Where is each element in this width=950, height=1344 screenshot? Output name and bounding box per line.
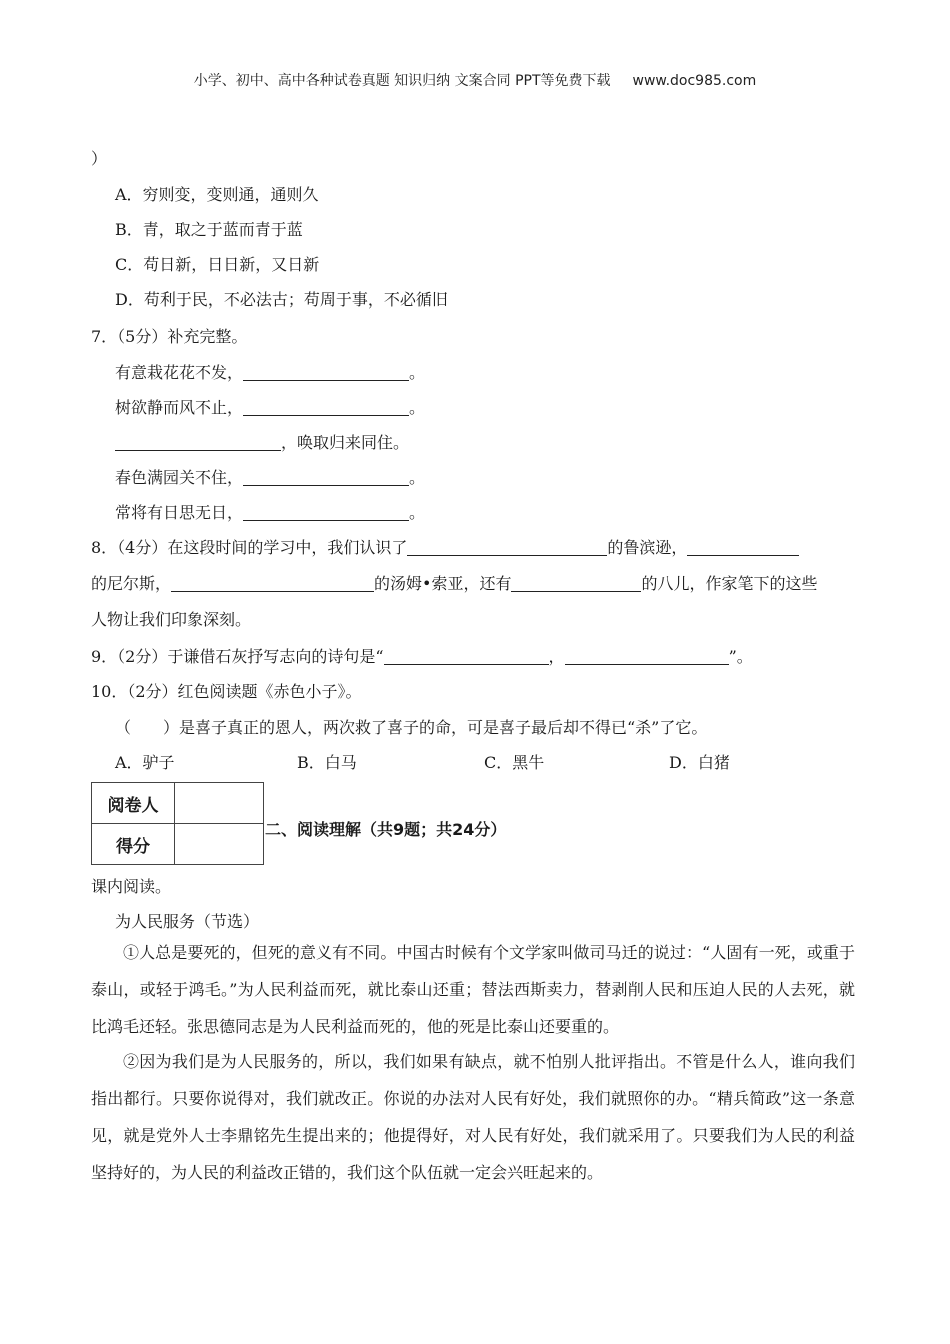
q7-line-4-before: 春色满园关不住， [115, 468, 244, 487]
q10-question: （ ）是喜子真正的恩人，两次救了喜子的命，可是喜子最后却不得已“杀”了它。 [115, 718, 708, 737]
q9-blank-1[interactable] [384, 648, 549, 665]
q9-text-1: 9．（2分）于谦借石灰抒写志向的诗句是“ [91, 647, 384, 666]
q8-blank-3[interactable] [171, 575, 374, 592]
q10-stem: 10．（2分）红色阅读题《赤色小子》。 [91, 682, 362, 701]
q8-text-5: 的八儿，作家笔下的这些 [641, 574, 818, 593]
q7-line-2 [115, 395, 425, 418]
score-cell[interactable] [175, 824, 264, 865]
q10-option-a: A．驴子 [115, 753, 175, 772]
q6-option-d: D．苟利于民，不必法古；苟周于事，不必循旧 [115, 290, 448, 309]
q7-blank-2[interactable] [243, 399, 409, 416]
page-header [0, 70, 950, 90]
q6-option-c: C．苟日新，日日新，又日新 [115, 255, 320, 274]
q8-line-1 [91, 535, 799, 558]
section-intro: 课内阅读。 [91, 877, 172, 896]
q10-option-d: D．白猪 [669, 753, 730, 772]
q6-tail: ） [91, 149, 108, 168]
q7-line-2-before: 树欲静而风不止， [115, 398, 244, 417]
q8-blank-2[interactable] [687, 539, 799, 556]
q7-line-3-after: ，唤取归来同住。 [281, 433, 410, 452]
q9-line [91, 644, 753, 667]
q10-option-b: B．白马 [297, 753, 357, 772]
q8-blank-4[interactable] [511, 575, 641, 592]
q9-text-3: ”。 [728, 647, 753, 666]
q9-text-2: ， [548, 647, 565, 666]
q7-line-1-after: 。 [409, 363, 426, 382]
q9-blank-2[interactable] [565, 648, 729, 665]
q8-blank-1[interactable] [407, 539, 607, 556]
q7-line-4-after: 。 [409, 468, 426, 487]
q7-line-3 [115, 430, 409, 453]
q8-line-3: 人物让我们印象深刻。 [91, 610, 252, 629]
q7-line-5-before: 常将有日思无日， [115, 503, 244, 522]
q7-stem: 7．（5分）补充完整。 [91, 327, 248, 346]
q7-line-5 [115, 500, 425, 523]
q8-text-1: 8．（4分）在这段时间的学习中，我们认识了 [91, 538, 408, 557]
q6-option-a: A．穷则变，变则通，通则久 [115, 185, 319, 204]
q8-text-2: 的鲁滨逊， [607, 538, 688, 557]
q6-option-b: B．青，取之于蓝而青于蓝 [115, 220, 303, 239]
q7-line-1 [115, 360, 425, 383]
passage-title: 为人民服务（节选） [115, 912, 260, 931]
q7-blank-4[interactable] [243, 469, 409, 486]
q8-text-4: 的汤姆•索亚，还有 [374, 574, 512, 593]
q8-text-3: 的尼尔斯， [91, 574, 172, 593]
passage-paragraph-2: ②因为我们是为人民服务的，所以，我们如果有缺点，就不怕别人批评指出。不管是什么人，谁向我们指出都行。只要你说得对，我们就改正。你说的办法对人民有好处，我们就照你的办。“精兵简政”这一条意见，就是党外人士李鼎铭先生提出来的；他提得好，对人民有好处，我们就采用了。只要我们为人民的利益坚持好的，为人民的利益改正错的，我们这个队伍就一定会兴旺起来的。 [91, 1052, 855, 1182]
q7-blank-5[interactable] [243, 504, 409, 521]
q7-line-2-after: 。 [409, 398, 426, 417]
score-label: 得分 [92, 824, 175, 865]
passage-paragraph-1: ①人总是要死的，但死的意义有不同。中国古时候有个文学家叫做司马迁的说过：“人固有一死，或重于泰山，或轻于鸿毛。”为人民利益而死，就比泰山还重；替法西斯卖力，替剥削人民和压迫人民的人去死，就比鸿毛还轻。张思德同志是为人民利益而死的，他的死是比泰山还要重的。 [91, 943, 855, 1036]
q7-blank-1[interactable] [243, 364, 409, 381]
q7-line-5-after: 。 [409, 503, 426, 522]
score-table [91, 782, 264, 865]
section-title: 二、阅读理解（共9题；共24分） [265, 820, 507, 839]
q7-blank-3[interactable] [115, 434, 281, 451]
reviewer-cell[interactable] [175, 783, 264, 824]
q7-line-1-before: 有意栽花花不发， [115, 363, 244, 382]
reviewer-label: 阅卷人 [92, 783, 175, 824]
header-url[interactable]: www.doc985.com [632, 73, 757, 89]
q7-line-4 [115, 465, 425, 488]
q10-option-c: C．黑牛 [484, 753, 545, 772]
q8-line-2 [91, 571, 817, 594]
header-text: 小学、初中、高中各种试卷真题 知识归纳 文案合同 PPT等免费下载 [193, 73, 611, 89]
